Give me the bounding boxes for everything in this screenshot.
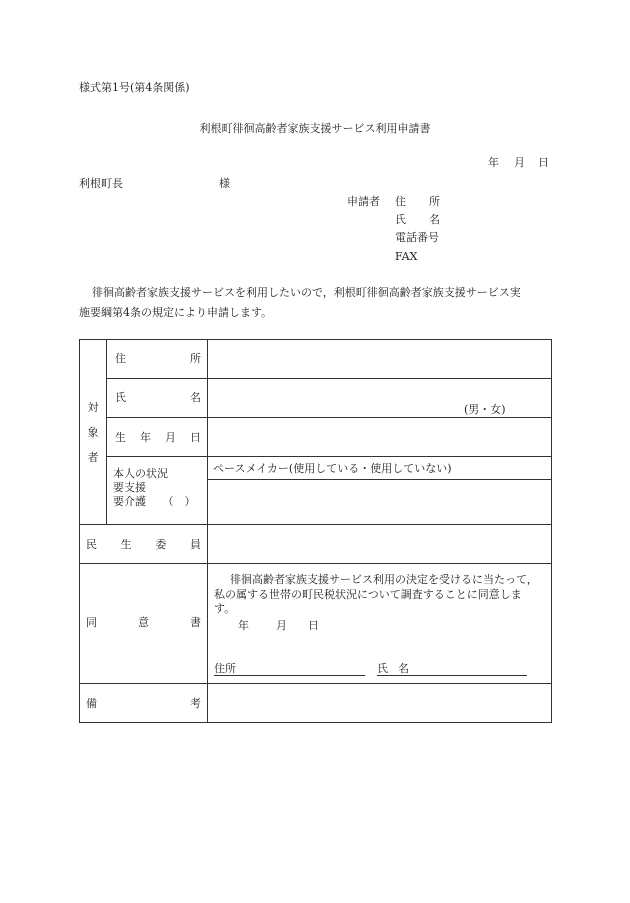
gender-options[interactable]: (男・女) — [464, 403, 506, 416]
table-row-birthdate — [80, 418, 552, 457]
consent-address-field[interactable]: 住所 — [214, 663, 365, 676]
form-number: 様式第1号(第4条関係) — [79, 81, 190, 94]
table-row-remarks — [80, 684, 552, 723]
addressee-honorific: 様 — [219, 177, 230, 190]
table-row-name — [80, 379, 552, 418]
name-input[interactable] — [208, 379, 552, 418]
table-row-status-top — [80, 457, 552, 480]
applicant-address-label: 住 所 — [395, 195, 440, 208]
welfare-commissioner-label-cell: 民 生 委 員 — [80, 525, 208, 564]
date-day: 日 — [538, 156, 549, 169]
applicant-label: 申請者 — [347, 195, 380, 208]
application-table — [79, 339, 552, 723]
birthdate-label-cell: 生 年 月 日 — [107, 418, 208, 457]
consent-name-field[interactable]: 氏 名 — [377, 663, 527, 676]
birthdate-input[interactable] — [208, 418, 552, 457]
form-title: 利根町徘徊高齢者家族支援サービス利用申請書 — [199, 122, 431, 135]
status-label-cell: 本人の状況 要支援 要介護 （ ） — [107, 457, 208, 525]
date-year: 年 — [488, 156, 499, 169]
date-month: 月 — [514, 156, 525, 169]
applicant-fax-label: FAX — [395, 250, 418, 263]
name-label-cell: 氏 名 — [107, 379, 208, 418]
consent-cell: 徘徊高齢者家族支援サービス利用の決定を受けるに当たって， 私の属する世帯の町民税状況について調査することに同意しま す。 年 月 日 住所 氏 名 — [208, 564, 552, 684]
subject-label-cell: 対 象 者 — [80, 340, 107, 525]
consent-label-cell: 同 意 書 — [80, 564, 208, 684]
remarks-label-cell: 備 考 — [80, 684, 208, 723]
applicant-phone-label: 電話番号 — [395, 231, 439, 244]
welfare-commissioner-input[interactable] — [208, 525, 552, 564]
addressee-name: 利根町長 — [79, 177, 123, 190]
pacemaker-text[interactable]: ペースメイカー(使用している・使用していない) — [213, 462, 452, 475]
address-label-cell: 住 所 — [107, 340, 208, 379]
remarks-input[interactable] — [208, 684, 552, 723]
table-row-welfare — [80, 525, 552, 564]
table-row-consent — [80, 564, 552, 684]
applicant-name-label: 氏 名 — [395, 213, 440, 226]
address-input[interactable] — [208, 340, 552, 379]
status-input[interactable] — [208, 480, 552, 525]
body-text-line-2: 施要綱第4条の規定により申請します。 — [79, 306, 273, 319]
consent-text: 徘徊高齢者家族支援サービス利用の決定を受けるに当たって， 私の属する世帯の町民税状況について調査することに同意しま す。 — [214, 573, 538, 615]
table-row-address — [80, 340, 552, 379]
pacemaker-cell — [208, 457, 552, 480]
consent-signature-row — [214, 663, 527, 676]
body-text-line-1: 徘徊高齢者家族支援サービスを利用したいので，利根町徘徊高齢者家族支援サービス実 — [92, 286, 521, 299]
